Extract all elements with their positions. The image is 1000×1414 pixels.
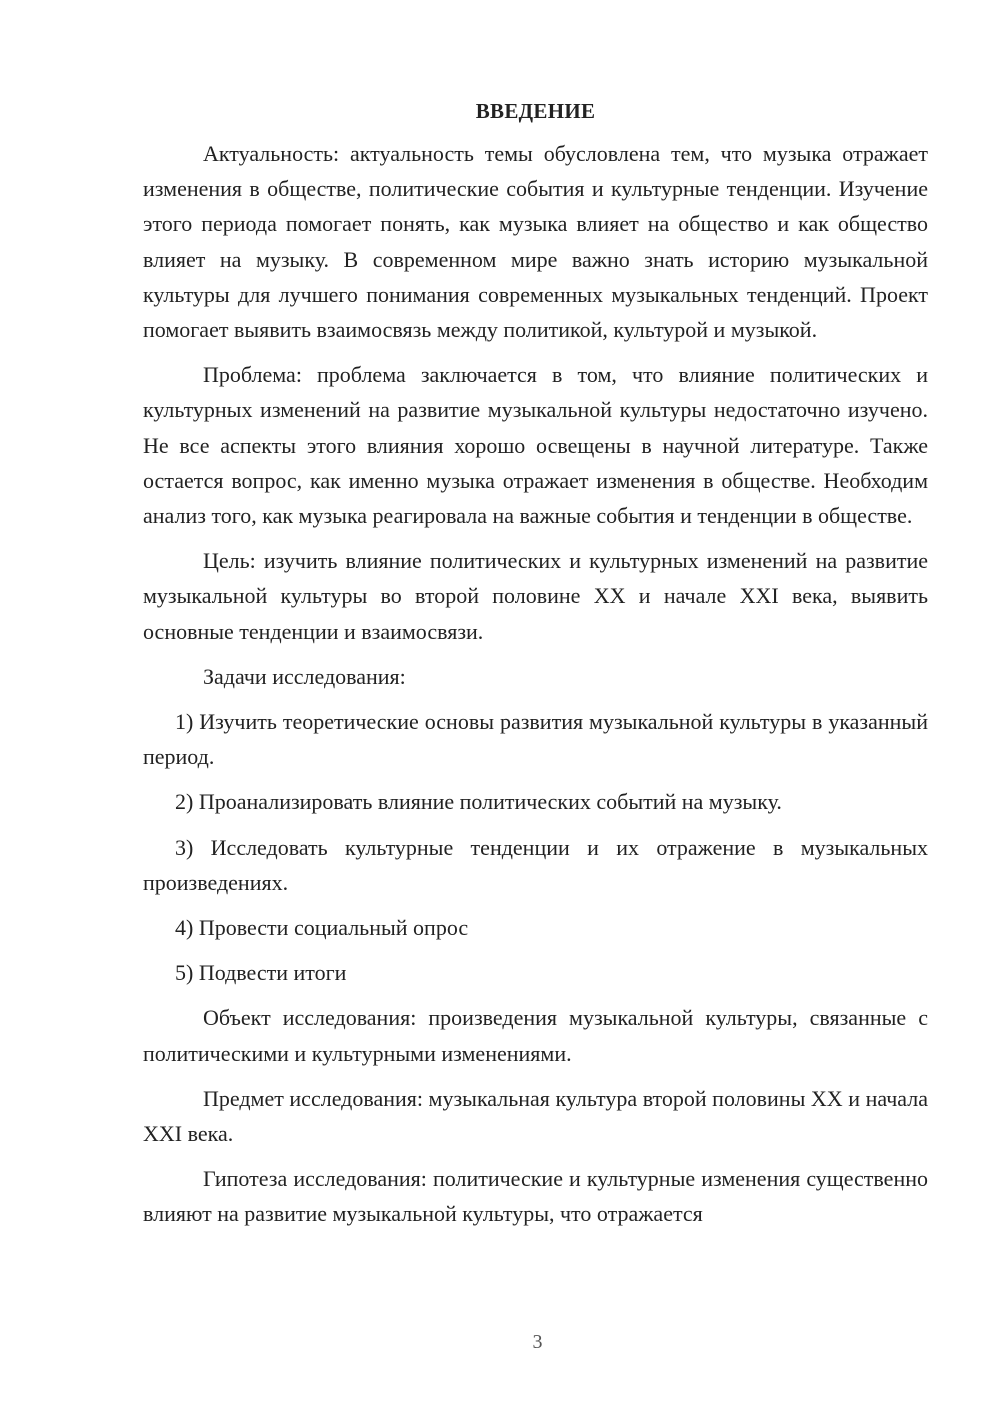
paragraph-problem: Проблема: проблема заключается в том, что влияние политических и культурных изменений на развитие музыкальной культуры недостаточно изучено. Не все аспекты этого влияния хорошо освещены в научной литературе. Также остается вопрос, как именно музыка отражает изменения в обществе. Необходим анализ того, как музыка реагировала на важные события и тенденции в обществе.	[143, 362, 928, 529]
task-item-1: 1) Изучить теоретические основы развития музыкальной культуры в указанный период.	[143, 709, 928, 770]
task-item-4: 4) Провести социальный опрос	[175, 915, 469, 941]
task-item-3: 3) Исследовать культурные тенденции и их отражение в музыкальных произведениях.	[143, 834, 928, 895]
paragraph-subject: Предмет исследования: музыкальная культура второй половины XX и начала XXI века.	[143, 1085, 928, 1147]
paragraph-goal: Цель: изучить влияние политических и культурных изменений на развитие музыкальной культуры во второй половине XX и начале XXI века, выявить основные тенденции и взаимосвязи.	[143, 548, 928, 644]
page-number: 3	[532, 1331, 543, 1353]
task-item-5: 5) Подвести итоги	[175, 960, 347, 986]
page-content	[143, 96, 928, 1242]
paragraph-object: Объект исследования: произведения музыкальной культуры, связанные с политическими и культурными изменениями.	[143, 1005, 928, 1066]
paragraph-relevance: Актуальность: актуальность темы обусловлена тем, что музыка отражает изменения в обществе, политические события и культурные тенденции. Изучение этого периода помогает понять, как музыка влияет на общество и как общество влияет на музыку. В современном мире важно знать историю музыкальной культуры для лучшего понимания современных музыкальных тенденций. Проект помогает выявить взаимосвязь между политикой, культурой и музыкой.	[143, 141, 928, 343]
page-title: ВВЕДЕНИЕ	[475, 99, 596, 123]
paragraph-hypothesis: Гипотеза исследования: политические и культурные изменения существенно влияют на развитие музыкальной культуры, что отражается	[143, 1166, 928, 1227]
task-item-2: 2) Проанализировать влияние политических событий на музыку.	[175, 789, 782, 815]
tasks-heading: Задачи исследования:	[203, 663, 406, 689]
